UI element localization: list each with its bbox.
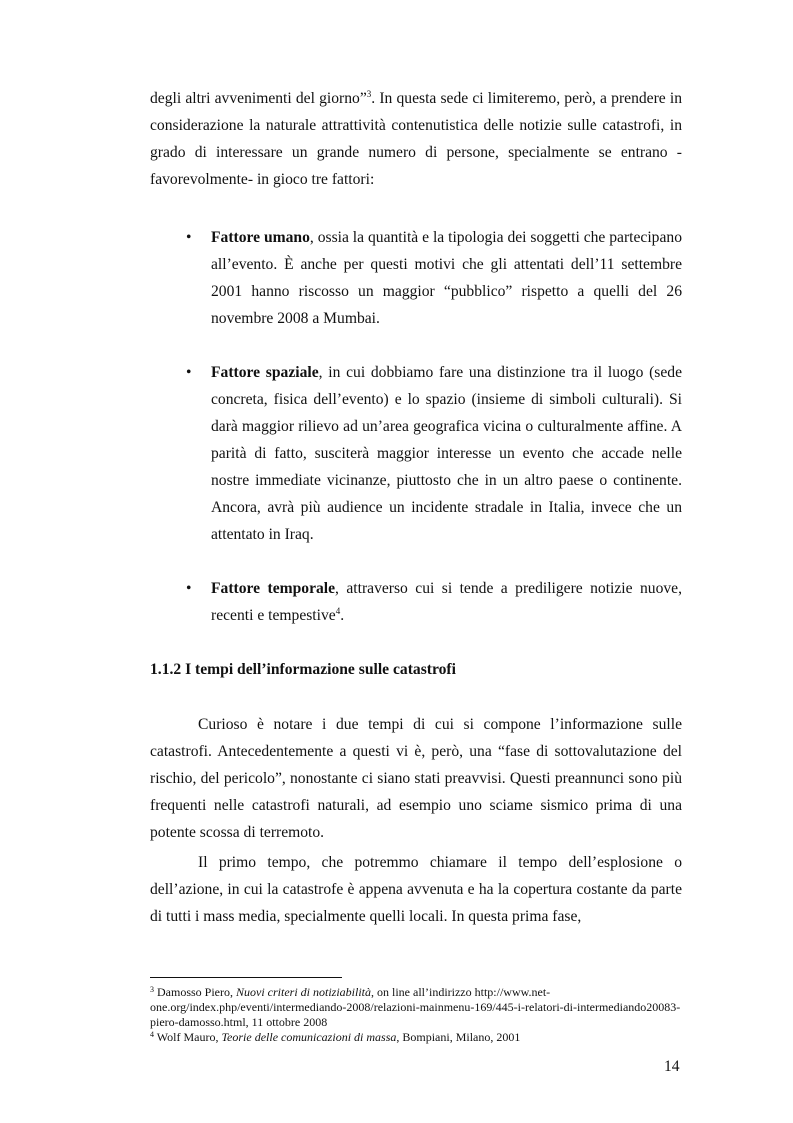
- footnote-4: $^4$ Wolf Mauro, Teorie delle comunicazioni di massa, Bompiani, Milano, 2001: [150, 1030, 521, 1044]
- footnotes: [150, 985, 682, 1045]
- footnote-3: $^3$ Damosso Piero, Nuovi criteri di notiziabilità, on line all’indirizzo http://www.net-one.org/index.php/eventi/intermediando-2008/relazioni-mainmenu-169/445-i-relatori-di-intermediando20083-piero-damosso.html, 11 ottobre 2008: [150, 985, 681, 1029]
- factor-list: [150, 224, 682, 629]
- body-paragraph: Curioso è notare i due tempi di cui si compone l’informazione sulle catastrofi. Antecedentemente a questi vi è, però, una “fase di sottovalutazione del rischio, del pericolo”, nonostante ci siano stati preavvisi. Questi preannunci sono più frequenti nelle catastrofi naturali, ad esempio uno sciame sismico prima di una potente scossa di terremoto.: [150, 716, 682, 841]
- factor-title: Fattore umano: [211, 229, 310, 246]
- intro-paragraph: degli altri avvenimenti del giorno”$^3$. In questa sede ci limiteremo, però, a prendere in considerazione la naturale attrattività contenutistica delle notizie sulle catastrofi, in grado di interessare un grande numero di persone, specialmente se entrano -favorevolmente- in gioco tre fattori:: [150, 89, 682, 188]
- page-body: [150, 85, 682, 930]
- page-number: 14: [664, 1058, 680, 1075]
- bullet-icon: •: [186, 229, 192, 246]
- factor-title: Fattore spaziale: [211, 364, 319, 381]
- footnote-ref[interactable]: 3: [366, 89, 372, 99]
- bullet-icon: •: [186, 580, 192, 597]
- bullet-icon: •: [186, 364, 192, 381]
- factor-title: Fattore temporale: [211, 580, 336, 597]
- list-item: • Fattore temporale, attraverso cui si tende a prediligere notizie nuove, recenti e tempestive$^4$.: [150, 575, 682, 629]
- footnote-divider: [150, 977, 342, 978]
- footnote-ref[interactable]: 4: [335, 606, 341, 616]
- list-item: • Fattore umano, ossia la quantità e la tipologia dei soggetti che partecipano all’evento. È anche per questi motivi che gli attentati dell’11 settembre 2001 hanno riscosso un maggior “pubblico” rispetto a quelli del 26 novembre 2008 a Mumbai.: [150, 224, 682, 332]
- body-paragraph: Il primo tempo, che potremmo chiamare il tempo dell’esplosione o dell’azione, in cui la catastrofe è appena avvenuta e ha la copertura costante da parte di tutti i mass media, specialmente quelli locali. In questa prima fase,: [150, 854, 682, 925]
- section-heading: 1.1.2 I tempi dell’informazione sulle catastrofi: [150, 661, 456, 678]
- list-item: • Fattore spaziale, in cui dobbiamo fare una distinzione tra il luogo (sede concreta, fisica dell’evento) e lo spazio (insieme di simboli culturali). Si darà maggior rilievo ad un’area geografica vicina o culturalmente affine. A parità di fatto, susciterà maggior interesse un evento che accade nelle nostre immediate vicinanze, piuttosto che in un altro paese o continente. Ancora, avrà più audience un incidente stradale in Italia, invece che un attentato in Iraq.: [150, 359, 682, 548]
